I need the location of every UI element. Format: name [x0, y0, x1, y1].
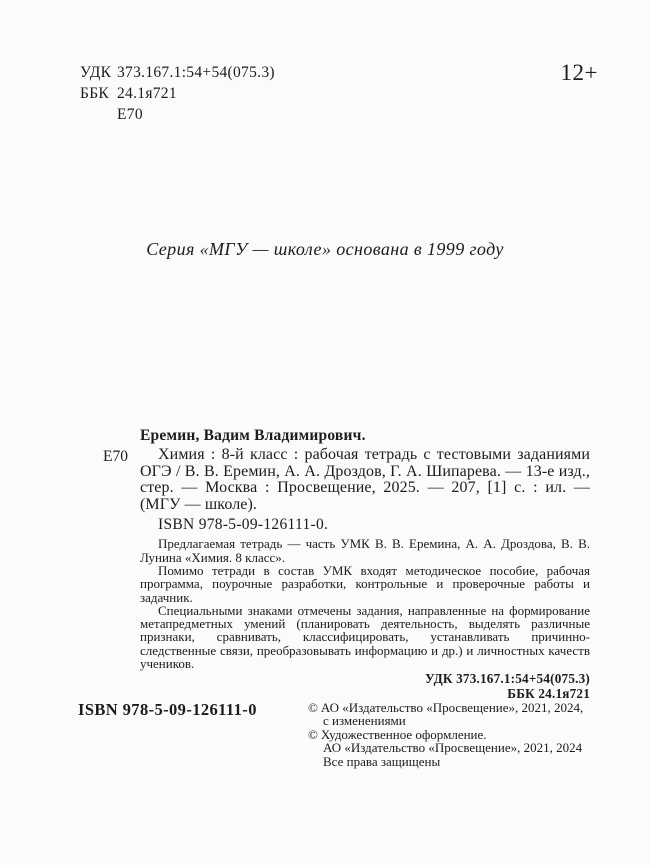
series-note: Серия «МГУ — школе» основана в 1999 году — [146, 239, 504, 259]
codes-footer — [140, 672, 590, 701]
copyright-entry-design — [308, 728, 600, 768]
udk-label: УДК — [80, 64, 112, 81]
age-rating-badge: 12+ — [560, 60, 598, 85]
copyright-symbol: © — [308, 726, 318, 742]
annotation-block — [140, 537, 590, 670]
udk-row — [80, 62, 275, 83]
copyright-line: Все права защищены — [323, 753, 441, 769]
annotation-paragraph-1: Предлагаемая тетрадь — часть УМК В. В. Еремина, А. А. Дроздова, В. В. Лунина «Химия. 8 класс». — [140, 536, 590, 565]
copyright-line: АО «Издательство «Просвещение», 2021, 2024 — [323, 740, 583, 756]
copyright-line — [308, 701, 600, 714]
annotation-paragraph-2: Помимо тетради в состав УМК входят методическое пособие, рабочая программа, поурочные разработки, контрольные и проверочные работы и задачник. — [140, 562, 590, 605]
bbk-value: 24.1я721 — [117, 85, 177, 102]
copyright-text: АО «Издательство «Просвещение», 2021, 2024, — [320, 700, 584, 715]
copyright-text: Художественное оформление. — [320, 726, 487, 742]
udk-footer: УДК 373.167.1:54+54(075.3) — [425, 671, 590, 687]
margin-author-code: Е70 — [103, 448, 128, 465]
annotation-paragraph-3: Специальными знаками отмечены задания, направленные на формирование метапредметных умений (планировать деятельность, выделять различные признаки, сравнивать, классифицировать, устанавливать причинно-следственные связи, преобразовывать информацию и др.) и личностных качеств учеников. — [140, 602, 590, 672]
top-codes-block — [80, 62, 275, 125]
description-wrap — [103, 446, 590, 513]
copyright-block — [308, 701, 600, 768]
udk-value: 373.167.1:54+54(075.3) — [117, 64, 275, 81]
copyright-entry-publisher — [308, 701, 600, 728]
footer-row — [78, 701, 600, 768]
bbk-row — [80, 83, 275, 104]
copyright-line: с изменениями — [323, 713, 406, 729]
author-code-top: Е70 — [117, 106, 143, 123]
bbk-label: ББК — [80, 85, 110, 102]
copyright-symbol: © — [308, 700, 318, 715]
isbn-line-card: ISBN 978-5-09-126111-0. — [158, 516, 329, 534]
author-line: Еремин, Вадим Владимирович. — [140, 427, 366, 444]
copyright-line — [308, 728, 600, 741]
bbk-footer: ББК 24.1я721 — [507, 685, 590, 701]
footer-isbn: ISBN 978-5-09-126111-0 — [78, 700, 257, 719]
bibliographic-description: Химия : 8-й класс : рабочая тетрадь с тестовыми заданиями ОГЭ / В. В. Еремин, А. А. Дроздов, Г. А. Шипарева. — 13-е изд., стер. — Москва : Просвещение, 2025. — 207, [1] с. : ил. — (МГУ — школе). — [140, 446, 590, 513]
catalog-card — [103, 426, 590, 701]
